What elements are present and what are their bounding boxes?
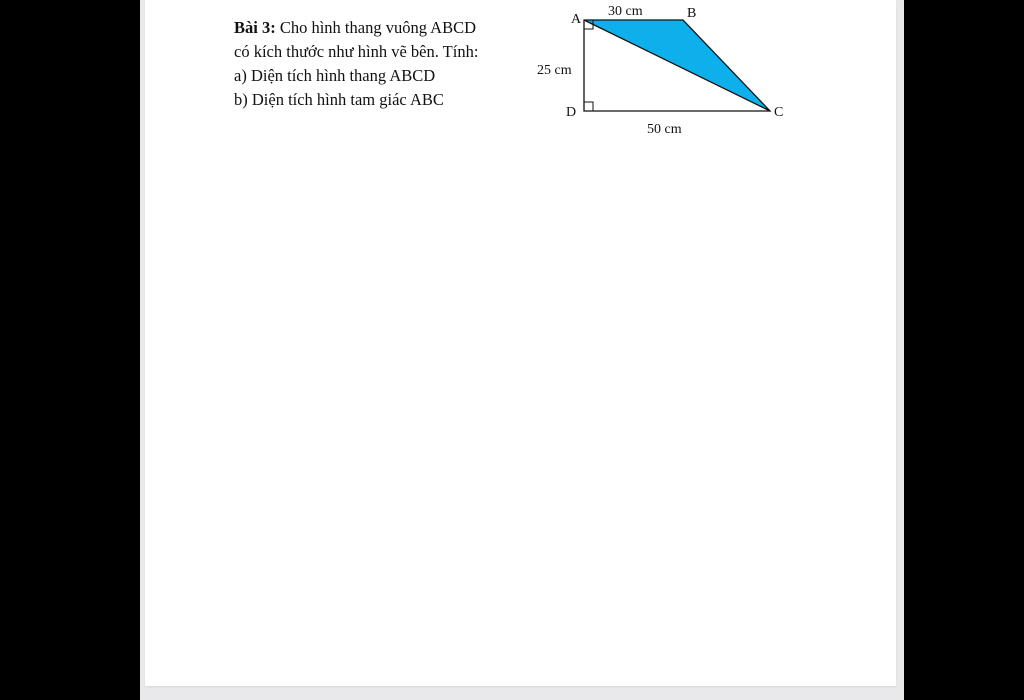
problem-intro: Cho hình thang vuông ABCD: [275, 18, 477, 37]
dimension-ab: 30 cm: [608, 4, 643, 19]
problem-line-1: [234, 16, 534, 40]
problem-part-b: b) Diện tích hình tam giác ABC: [234, 90, 444, 109]
vertex-label-c: C: [774, 105, 784, 120]
document-page: [145, 0, 896, 686]
vertex-label-b: B: [687, 6, 697, 21]
problem-title: Bài 3:: [234, 18, 276, 37]
problem-part-a: a) Diện tích hình thang ABCD: [234, 66, 436, 85]
trapezoid-figure: [530, 0, 800, 140]
vertex-label-d: D: [566, 105, 577, 120]
dimension-ad: 25 cm: [537, 63, 572, 78]
dimension-dc: 50 cm: [647, 122, 682, 137]
right-angle-marker-d: [584, 102, 593, 111]
vertex-label-a: A: [571, 12, 582, 27]
problem-line-2: có kích thước như hình vẽ bên. Tính:: [234, 42, 479, 61]
problem-statement: [234, 16, 534, 112]
